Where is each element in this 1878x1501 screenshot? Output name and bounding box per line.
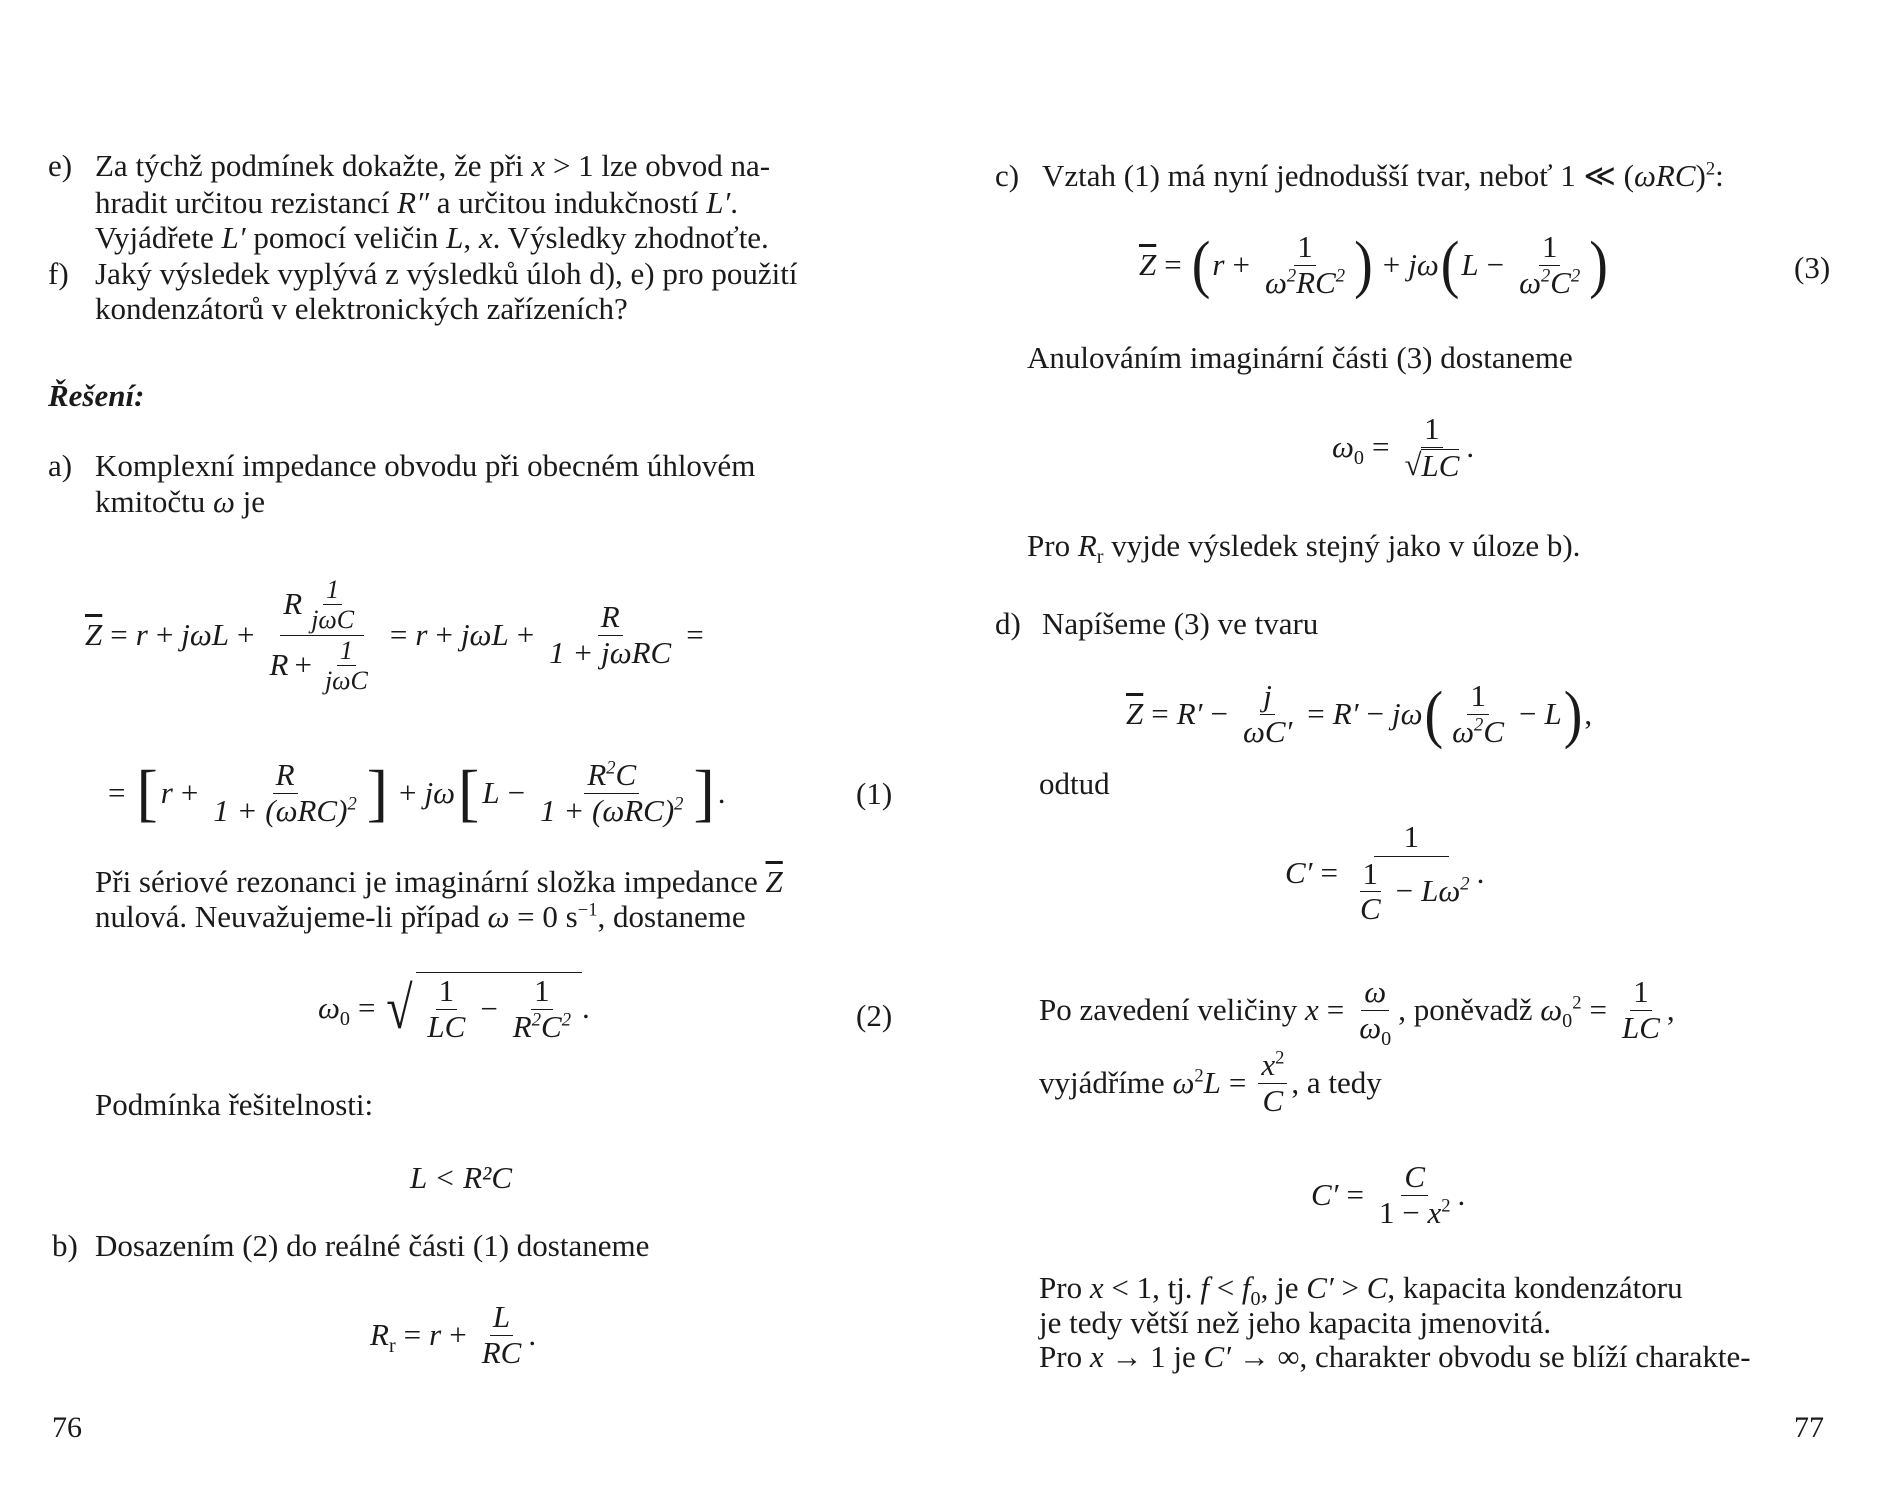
item-d-line1: Napíšeme (3) ve tvaru [1042,606,1319,641]
page-number-left: 76 [52,1411,82,1444]
item-a-label: a) [48,448,73,483]
item-b-line1: Dosazením (2) do reálné části (1) dostaneme [95,1228,650,1263]
right-page [939,0,1878,1501]
rr-equation: $R_r$ = r + $\frac{L}{RC}$ . [370,1298,537,1370]
equation-1: = [ r + $\frac{R}{1 + (\omega RC)^2}$ ] + jω [ L − $\frac{R^2C}{1 + (\omega RC)^2}$ ] . [108,756,726,828]
condition-formula: L < R²C [410,1160,513,1195]
item-f-line1: Jaký výsledek vyplývá z výsledků úloh d), e) pro použití [95,256,798,291]
equation-2-number: (2) [856,998,893,1033]
equation-3-number: (3) [1794,250,1831,285]
page-number-right: 77 [1794,1411,1824,1444]
odtud-text: odtud [1039,766,1110,801]
equation-1-number: (1) [856,776,893,811]
final-line3: Pro x → 1 je C′ → ∞, charakter obvodu se blíží charakte- [1039,1339,1751,1374]
item-e-label: e) [48,148,73,183]
final-line2: je tedy větší než jeho kapacita jmenovitá. [1039,1305,1552,1340]
intro-x-line: Po zavedení veličiny x = $\frac{\omega}{\omega_0}$ , poněvadž $\omega_0^2$ = $\frac{1}{LC}$ , [1039,973,1675,1050]
resonance-line1: Při sériové rezonanci je imaginární složka impedance $\overline{Z}$ [95,864,783,899]
solution-heading: Řešení: [48,378,145,413]
item-e-line2: hradit určitou rezistancí R″ a určitou indukčností L′. [95,185,739,220]
item-a-line2: kmitočtu ω je [95,484,265,519]
item-f-label: f) [48,256,69,291]
condition-text: Podmínka řešitelnosti: [95,1087,374,1122]
omega0-equation: $\omega_0$ = 1 √ LC . [1332,410,1475,483]
c-prime-equation-2: C′ = $\frac{C}{1 - x^2}$ . [1311,1158,1466,1230]
item-a-line1: Komplexní impedance obvodu při obecném úhlovém [95,448,756,483]
item-c-label: c) [995,158,1020,193]
impedance-equation: $\overline{Z}$ = r + jωL + R $\frac{1}{\text{jωC}}$ R + $\frac{1}{\text{jωC}}$ = r + jωL + $\frac{R}{\text{1 + jωRC}}$ = [85,574,704,695]
item-c-line1: Vztah (1) má nyní jednodušší tvar, neboť 1 ≪ $(\omega RC)^2$: [1042,158,1724,193]
nulling-text: Anulováním imaginární části (3) dostaneme [1027,340,1573,375]
d-equation: $\overline{Z}$ = R′ − $\frac{j}{\omega C'}$ = R′ − jω ( $\frac{1}{\omega^2C}$ − L ) , [1126,678,1593,751]
equation-3: $\overline{Z}$ = ( r + $\frac{1}{\omega^2RC^2}$ ) + jω ( L − $\frac{1}{\omega^2C^2}$ ) [1139,228,1608,301]
final-line1: Pro x < 1, tj. $f < f_0$, je C′ > C, kapacita kondenzátoru [1039,1270,1683,1311]
equation-2: $\omega_0$ = √ $\frac{1}{LC}$ − $\frac{1}{R^2C^2}$ . [318,973,590,1044]
item-f-line2: kondenzátorů v elektronických zařízeních? [95,291,628,326]
c-prime-equation-1: C′ = 1 $\frac{1}{C}$ − $L\omega^2$ . [1285,819,1485,927]
express-line: vyjádříme $\omega^2L$ = $\frac{x^2}{C}$ , a tedy [1039,1046,1382,1118]
item-e-line1: Za týchž podmínek dokažte, že při x > 1 lze obvod na- [95,148,771,183]
rr-text: Pro $R_r$ vyjde výsledek stejný jako v úloze b). [1027,528,1581,569]
item-d-label: d) [995,606,1021,641]
item-b-label: b) [52,1228,78,1263]
item-e-line3: Vyjádřete L′ pomocí veličin L, x. Výsledky zhodnoťte. [95,220,769,255]
resonance-line2: nulová. Neuvažujeme-li případ ω = 0 $s^{-1}$, dostaneme [95,899,746,934]
